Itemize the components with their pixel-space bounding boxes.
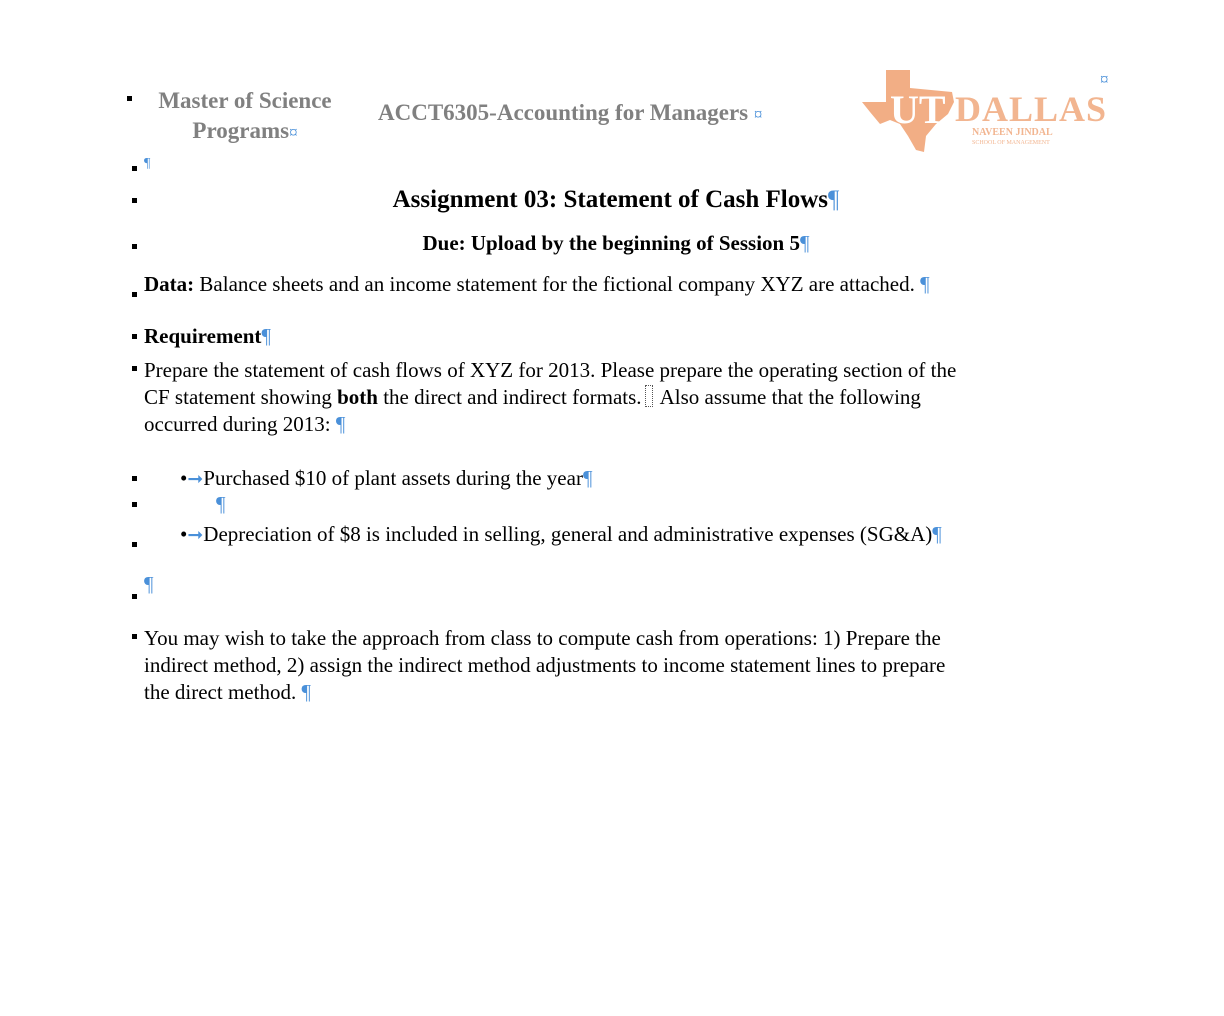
- program-line-1: Master of Science: [158, 88, 332, 113]
- para-marker: [127, 96, 132, 101]
- approach-line-2: indirect method, 2) assign the indirect method adjustments to income statement lines to prepare: [144, 653, 946, 677]
- prepare-line-3: occurred during 2013: ¶: [144, 412, 346, 436]
- logo-sub2: SCHOOL OF MANAGEMENT: [972, 140, 1050, 146]
- bullet-item: •➞Purchased $10 of plant assets during the year¶: [180, 466, 593, 490]
- para-marker: [132, 334, 137, 339]
- program-name: [140, 86, 350, 148]
- approach-line-1: You may wish to take the approach from class to compute cash from operations: 1) Prepare the: [144, 626, 941, 650]
- due-line: Due: Upload by the beginning of Session 5¶: [422, 231, 810, 255]
- para-marker: [132, 542, 137, 547]
- para-marker: [132, 634, 137, 639]
- para-marker: [132, 166, 137, 171]
- logo-ut: UT: [890, 87, 946, 132]
- para-marker: [132, 292, 137, 297]
- para-marker: [132, 366, 137, 371]
- course-title: ACCT6305-Accounting for Managers ¤: [378, 100, 763, 125]
- logo-dallas: DALLAS: [955, 89, 1108, 129]
- prepare-paragraph: [144, 357, 956, 438]
- para-marker: [132, 594, 137, 599]
- cell-end-mark: ¤: [1100, 70, 1109, 89]
- prepare-line-1: Prepare the statement of cash flows of XYZ for 2013. Please prepare the operating section of the: [144, 358, 957, 382]
- approach-paragraph: [144, 625, 945, 706]
- tab-arrow-icon: ➞: [187, 525, 204, 546]
- empty-paragraph: ¶: [144, 572, 154, 596]
- utdallas-logo: [860, 66, 1108, 156]
- para-marker: [132, 476, 137, 481]
- program-line-2: Programs¤: [192, 118, 298, 143]
- prepare-line-2: CF statement showing both the direct and indirect formats. Also assume that the following: [144, 385, 921, 409]
- requirement-heading: Requirement¶: [144, 324, 271, 348]
- tab-arrow-icon: ➞: [187, 469, 204, 490]
- empty-paragraph: ¶: [144, 156, 151, 171]
- data-label: Data:: [144, 272, 195, 296]
- data-paragraph: Data: Balance sheets and an income statement for the fictional company XYZ are attached. ¶: [144, 272, 930, 296]
- empty-paragraph: ¶: [216, 492, 226, 516]
- logo-sub1: NAVEEN JINDAL: [972, 127, 1053, 138]
- anchor-icon: [645, 385, 653, 407]
- assignment-title: Assignment 03: Statement of Cash Flows¶: [392, 186, 840, 213]
- bullet-item: •➞Depreciation of $8 is included in selling, general and administrative expenses (SG&A)¶: [180, 522, 942, 546]
- approach-line-3: the direct method. ¶: [144, 680, 311, 704]
- para-marker: [132, 502, 137, 507]
